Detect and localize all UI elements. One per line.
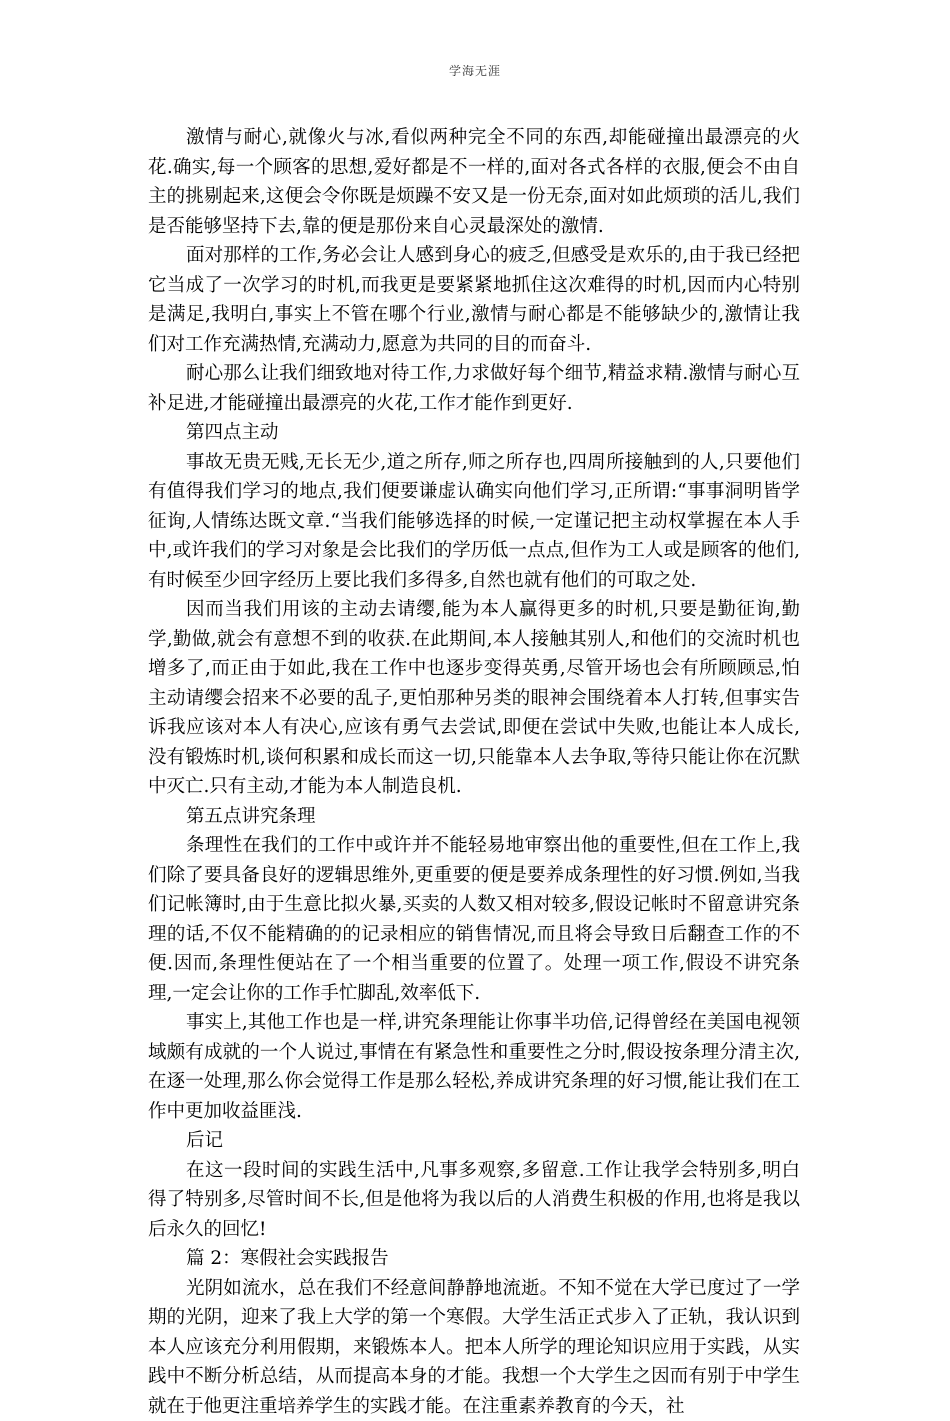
paragraph: 光阴如流水，总在我们不经意间静静地流逝。不知不觉在大学已度过了一学期的光阴，迎来了我上大学的第一个寒假。大学生活正式步入了正轨，我认识到本人应该充分利用假期，来锻炼本人。把本人所学的理论知识应用于实践，从实践中不断分析总结，从而提高本身的才能。我想一个大学生之因而有别于中学生就在于他更注重培养学生的实践才能。在注重素养教育的今天，社 — [148, 1274, 800, 1421]
page-header: 学海无涯 — [0, 62, 950, 79]
paragraph: 耐心那么让我们细致地对待工作,力求做好每个细节,精益求精.激情与耐心互补足进,才能碰撞出最漂亮的火花,工作才能作到更好. — [148, 359, 800, 418]
paragraph: 在这一段时间的实践生活中,凡事多观察,多留意.工作让我学会特别多,明白得了特别多,尽管时间不长,但是他将为我以后的人消费生积极的作用,也将是我以后永久的回忆! — [148, 1156, 800, 1245]
section-heading: 第四点主动 — [148, 418, 800, 448]
paragraph: 条理性在我们的工作中或许并不能轻易地审察出他的重要性,但在工作上,我们除了要具备良好的逻辑思维外,更重要的便是要养成条理性的好习惯.例如,当我们记帐簿时,由于生意比拟火暴,买卖的人数又相对较多,假设记帐时不留意讲究条理的话,不仅不能精确的的记录相应的销售情况,而且将会导致日后翻查工作的不便.因而,条理性便站在了一个相当重要的位置了。处理一项工作,假设不讲究条理,一定会让你的工作手忙脚乱,效率低下. — [148, 831, 800, 1008]
paragraph: 事实上,其他工作也是一样,讲究条理能让你事半功倍,记得曾经在美国电视领域颇有成就的一个人说过,事情在有紧急性和重要性之分时,假设按条理分清主次,在逐一处理,那么你会觉得工作是那么轻松,养成讲究条理的好习惯,能让我们在工作中更加收益匪浅. — [148, 1008, 800, 1126]
paragraph: 激情与耐心,就像火与冰,看似两种完全不同的东西,却能碰撞出最漂亮的火花.确实,每一个顾客的思想,爱好都是不一样的,面对各式各样的衣服,便会不由自主的挑剔起来,这便会令你既是烦躁不安又是一份无奈,面对如此烦琐的活儿,我们是否能够坚持下去,靠的便是那份来自心灵最深处的激情. — [148, 123, 800, 241]
section-heading: 第五点讲究条理 — [148, 802, 800, 832]
section-heading: 后记 — [148, 1126, 800, 1156]
paragraph: 事故无贵无贱,无长无少,道之所存,师之所存也,四周所接触到的人,只要他们有值得我们学习的地点,我们便要谦虚认确实向他们学习,正所谓:“事事洞明皆学征询,人情练达既文章.“当我们能够选择的时候,一定谨记把主动权掌握在本人手中,或许我们的学习对象是会比我们的学历低一点点,但作为工人或是顾客的他们,有时候至少回字经历上要比我们多得多,自然也就有他们的可取之处. — [148, 448, 800, 596]
paragraph: 面对那样的工作,务必会让人感到身心的疲乏,但感受是欢乐的,由于我已经把它当成了一次学习的时机,而我更是要紧紧地抓住这次难得的时机,因而内心特别是满足,我明白,事实上不管在哪个行业,激情与耐心都是不能够缺少的,激情让我们对工作充满热情,充满动力,愿意为共同的目的而奋斗. — [148, 241, 800, 359]
section-heading: 篇 2：寒假社会实践报告 — [148, 1244, 800, 1274]
paragraph: 因而当我们用该的主动去请缨,能为本人赢得更多的时机,只要是勤征询,勤学,勤做,就会有意想不到的收获.在此期间,本人接触其别人,和他们的交流时机也增多了,而正由于如此,我在工作中也逐步变得英勇,尽管开场也会有所顾顾忌,怕主动请缨会招来不必要的乱子,更怕那种另类的眼神会围绕着本人打转,但事实告诉我应该对本人有决心,应该有勇气去尝试,即便在尝试中失败,也能让本人成长,没有锻炼时机,谈何积累和成长而这一切,只能靠本人去争取,等待只能让你在沉默中灭亡.只有主动,才能为本人制造良机. — [148, 595, 800, 802]
document-body — [148, 123, 800, 1421]
